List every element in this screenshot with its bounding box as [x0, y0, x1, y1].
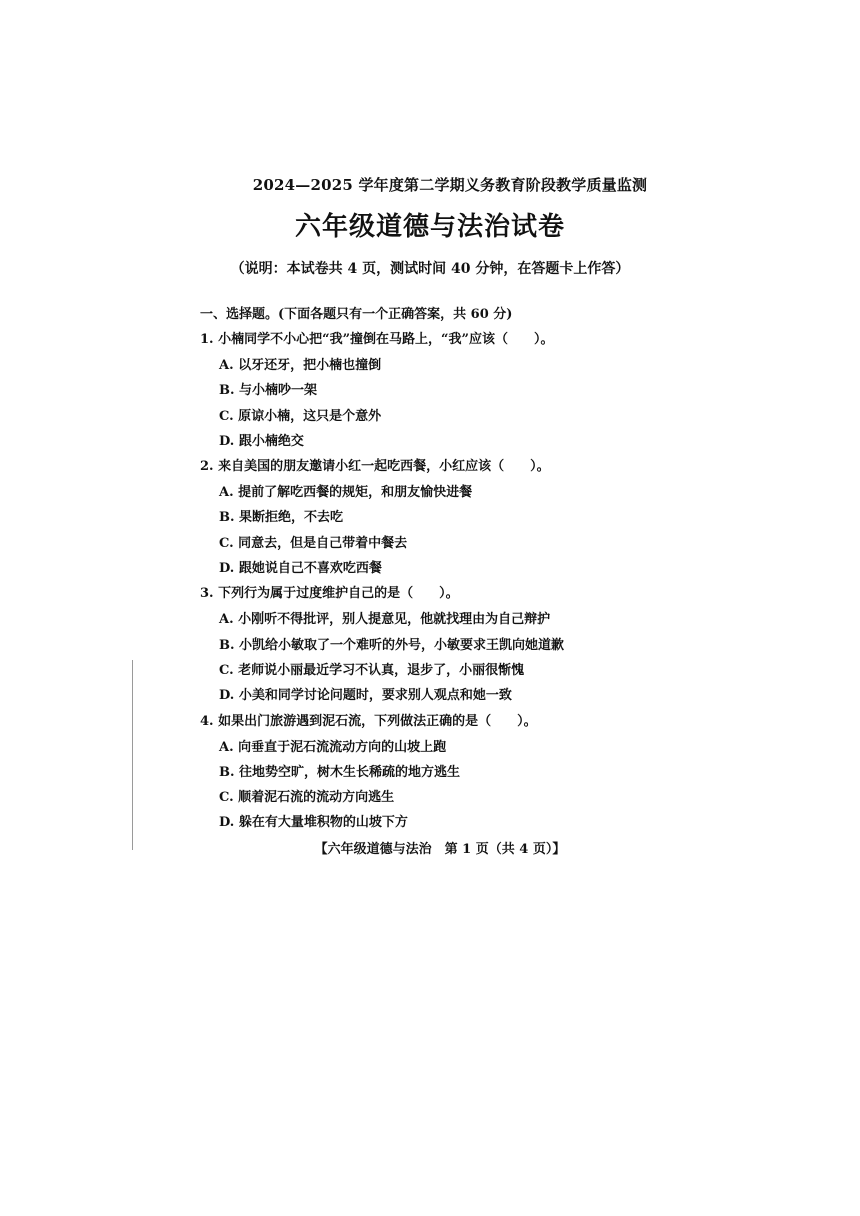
option-c: C. 原谅小楠，这只是个意外 — [219, 408, 382, 424]
question-list — [200, 327, 760, 836]
exam-instructions: （说明：本试卷共 4 页，测试时间 40 分钟，在答题卡上作答） — [230, 261, 630, 277]
option-d: D. 跟她说自己不喜欢吃西餐 — [219, 561, 382, 577]
option-c: C. 同意去，但是自己带着中餐去 — [219, 535, 408, 551]
question-stem: 3. 下列行为属于过度维护自己的是（ ）。 — [200, 586, 459, 602]
option-a: A. 小刚听不得批评，别人提意见，他就找理由为自己辩护 — [219, 612, 551, 628]
scan-margin-line — [132, 660, 133, 850]
page-footer: 【六年级道德与法治 第 1 页（共 4 页）】 — [314, 842, 566, 857]
question-4 — [200, 709, 760, 836]
question-stem: 2. 来自美国的朋友邀请小红一起吃西餐，小红应该（ ）。 — [200, 459, 550, 475]
question-stem: 4. 如果出门旅游遇到泥石流，下列做法正确的是（ ）。 — [200, 713, 537, 729]
option-d: D. 小美和同学讨论问题时，要求别人观点和她一致 — [219, 688, 512, 704]
question-1 — [200, 327, 760, 454]
option-c: C. 顺着泥石流的流动方向逃生 — [219, 790, 395, 806]
option-b: B. 往地势空旷，树木生长稀疏的地方逃生 — [219, 764, 461, 780]
option-b: B. 小凯给小敏取了一个难听的外号，小敏要求王凯向她道歉 — [219, 637, 565, 653]
option-d: D. 跟小楠绝交 — [219, 433, 304, 449]
question-3 — [200, 581, 760, 708]
option-a: A. 向垂直于泥石流流动方向的山坡上跑 — [219, 739, 447, 755]
question-stem: 1. 小楠同学不小心把“我”撞倒在马路上，“我”应该（ ）。 — [200, 332, 554, 347]
option-b: B. 与小楠吵一架 — [219, 383, 318, 399]
option-d: D. 躲在有大量堆积物的山坡下方 — [219, 815, 408, 831]
option-b: B. 果断拒绝，不去吃 — [219, 510, 344, 526]
option-a: A. 以牙还牙，把小楠也撞倒 — [219, 358, 382, 373]
option-c: C. 老师说小丽最近学习不认真，退步了，小丽很惭愧 — [219, 662, 525, 678]
option-a: A. 提前了解吃西餐的规矩，和朋友愉快进餐 — [219, 485, 473, 501]
exam-title: 六年级道德与法治试卷 — [294, 212, 565, 242]
section-title: 一、选择题。(下面各题只有一个正确答案，共 60 分) — [200, 307, 513, 322]
question-2 — [200, 454, 760, 581]
exam-header: 2024—2025 学年度第二学期义务教育阶段教学质量监测 — [252, 176, 648, 194]
